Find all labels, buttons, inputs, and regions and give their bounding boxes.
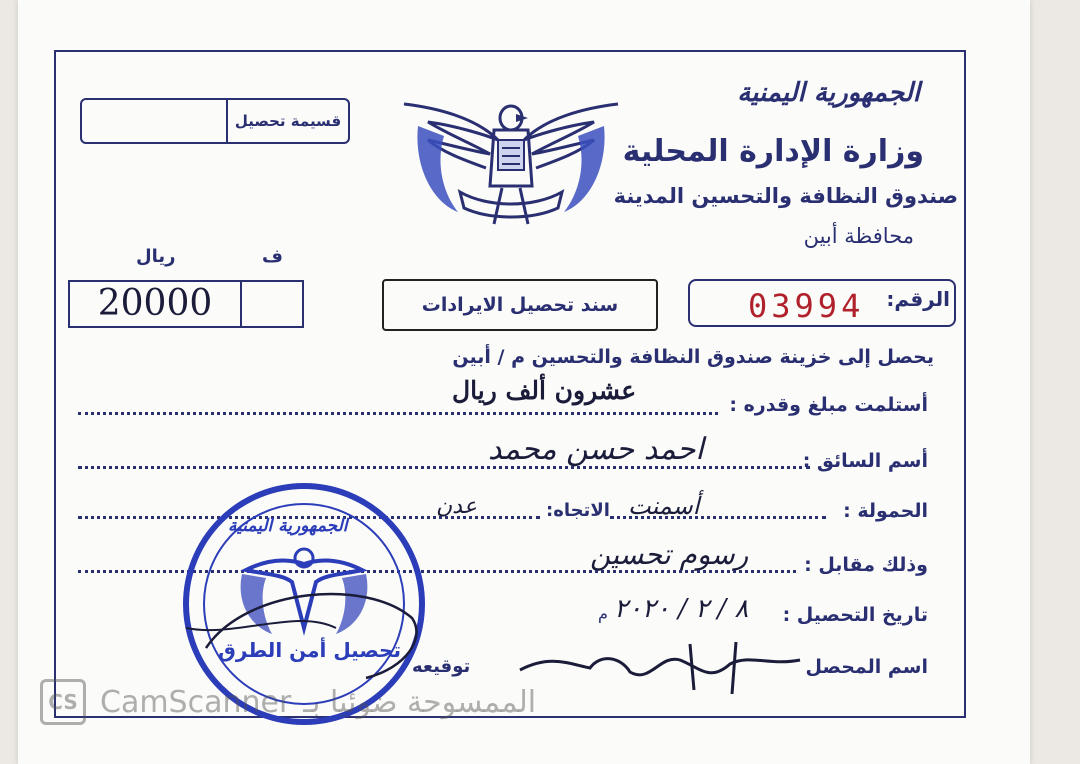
cargo-label: الحمولة : <box>843 500 928 522</box>
amount-received-value[interactable]: عشرون ألف ريال <box>452 376 637 405</box>
stamp-top-text: الجمهورية اليمنية <box>228 516 348 536</box>
amount-fils-value[interactable] <box>242 282 302 326</box>
stamp-bottom-text: تحصيل أمن الطرق <box>218 638 401 662</box>
direction-label: الاتجاه: <box>546 500 610 521</box>
camscanner-icon: CS <box>40 679 86 725</box>
camscanner-watermark <box>40 676 536 728</box>
header-republic: الجمهورية اليمنية <box>737 78 920 108</box>
cargo-dots <box>610 516 826 519</box>
driver-value[interactable]: احمد حسن محمد <box>488 432 704 467</box>
receipt-number-label: الرقم: <box>886 287 950 311</box>
collection-voucher-label: قسيمة تحصيل <box>226 100 348 142</box>
cargo-value[interactable]: أسمنت <box>628 492 700 520</box>
driver-dots <box>78 466 810 469</box>
camscanner-arabic-text: الممسوحة ضوئيا بـ <box>303 684 537 720</box>
header-fund: صندوق النظافة والتحسين المدينة <box>613 184 958 208</box>
amount-rial-value[interactable]: 20000 <box>70 282 242 326</box>
amount-rial-label: ريال <box>136 246 176 267</box>
date-value[interactable]: ٨ / ٢ / ٢٠٢٠ <box>614 594 749 624</box>
date-label: تاريخ التحصيل : <box>782 604 928 626</box>
collector-signature-icon <box>510 634 810 706</box>
document-title: سند تحصيل الايرادات <box>382 279 658 331</box>
driver-label: أسم السائق : <box>802 450 928 472</box>
signature-label: توقيعه <box>412 656 471 677</box>
collector-label: اسم المحصل <box>805 656 928 678</box>
amount-fils-label: ف <box>262 246 283 267</box>
direction-value[interactable]: عدن <box>436 494 477 519</box>
header-ministry: وزارة الإدارة المحلية <box>622 134 924 169</box>
header-governorate: محافظة أبين <box>803 224 914 248</box>
receipt-number-box <box>688 279 956 327</box>
in-return-value[interactable]: رسوم تحسين <box>590 538 749 571</box>
receipt-number-value: 03994 <box>748 287 865 325</box>
in-return-label: وذلك مقابل : <box>804 554 928 576</box>
camscanner-text: CamScanner <box>100 684 292 720</box>
intro-line: يحصل إلى خزينة صندوق النظافة والتحسين م / أبين <box>452 346 934 368</box>
date-suffix: م <box>598 604 608 623</box>
amount-received-dots <box>78 412 718 415</box>
collection-voucher-box <box>80 98 350 144</box>
collection-voucher-value[interactable] <box>82 100 226 142</box>
eagle-emblem-icon <box>398 96 624 228</box>
amount-box <box>68 280 304 328</box>
amount-received-label: أستلمت مبلغ وقدره : <box>729 394 928 416</box>
